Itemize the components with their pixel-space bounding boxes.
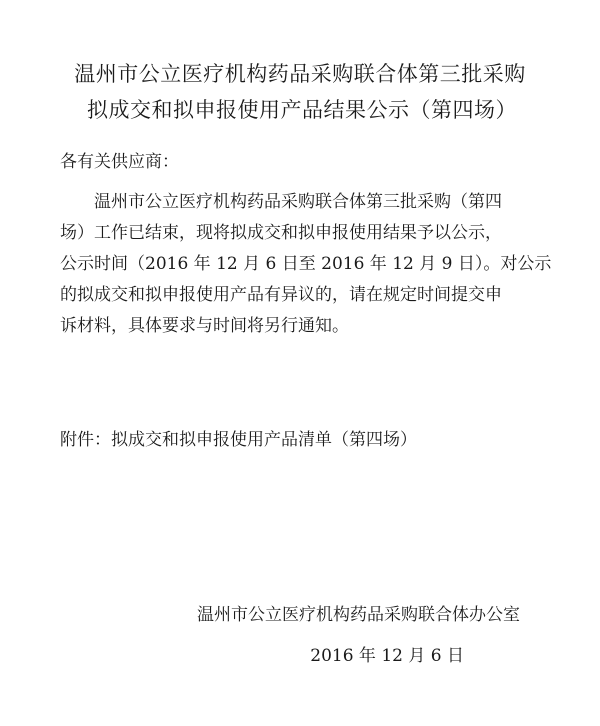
issuer-signature: 温州市公立医疗机构药品采购联合体办公室	[197, 605, 520, 625]
body-line-1: 温州市公立医疗机构药品采购联合体第三批采购（第四	[94, 192, 502, 212]
body-line-2: 场）工作已结束，现将拟成交和拟申报使用结果予以公示，	[60, 223, 502, 243]
issue-date: 2016 年 12 月 6 日	[310, 646, 464, 666]
title-line-2: 拟成交和拟申报使用产品结果公示（第四场）	[87, 98, 517, 122]
body-line-3: 公示时间（2016 年 12 月 6 日至 2016 年 12 月 9 日）。对公示	[60, 254, 552, 274]
document-title	[0, 56, 600, 128]
title-line-1: 温州市公立医疗机构药品采购联合体第三批采购	[74, 62, 526, 86]
attachment-line: 附件：拟成交和拟申报使用产品清单（第四场）	[60, 430, 417, 450]
body-paragraph	[60, 187, 552, 342]
body-line-5: 诉材料，具体要求与时间将另行通知。	[60, 316, 349, 336]
salutation: 各有关供应商：	[60, 152, 179, 172]
body-line-4: 的拟成交和拟申报使用产品有异议的，请在规定时间提交申	[60, 285, 502, 305]
